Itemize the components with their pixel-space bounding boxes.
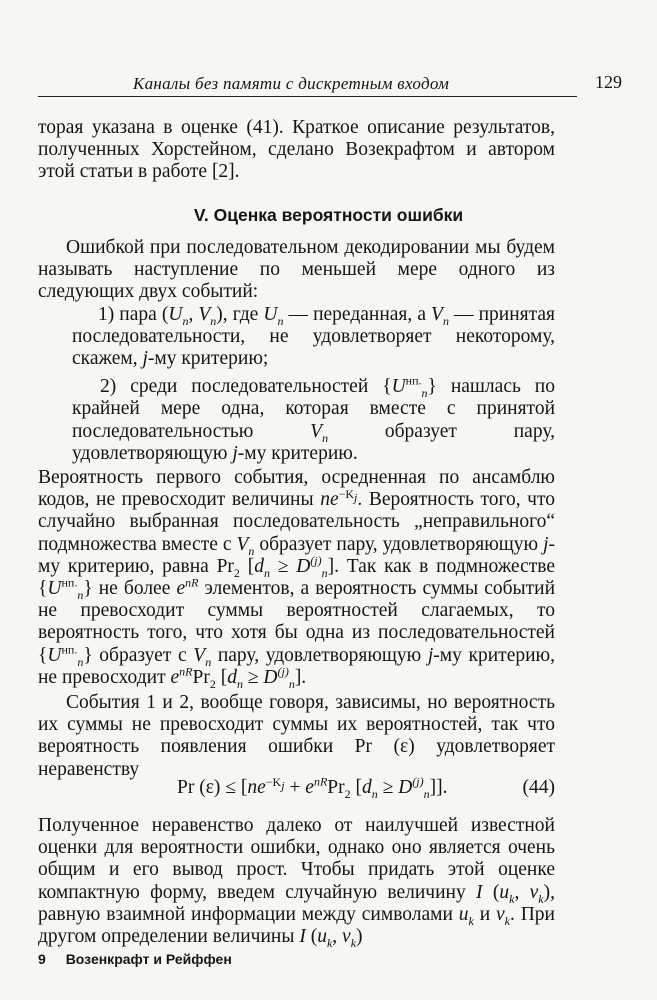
page-number: 129 xyxy=(595,72,622,92)
list-item-1: 1) пара ($U_n$, $V_n$), где $U_n$ — переданная, а $V_n$ — принятая последовательности, не удовлетворяет некоторому, скажем, j-му критерию; xyxy=(72,303,555,370)
probability-paragraph: Вероятность первого события, осредненная по ансамблю кодов, не превосходит величины $ne^{-K_j}$. Вероятность того, что случайно выбранная последовательность „неправильного“ подмножества вместе с $V_n$ образует пару, удовлетворяющую j-му критерию, равна $Pr_2$ $[d_n \ge D^{(j)}_n]$. Так как в подмножестве $\{U^{нп.}_n\}$ не более $e^{nR}$ элементов, а вероятность суммы событий не превосходит суммы вероятностей слагаемых, то вероятность того, что хотя бы одна из последовательностей $\{U^{нп.}_n\}$ образует с $V_n$ пару, удовлетворяющую j-му критерию, не превосходит $e^{nR}Pr_2$ $[d_n \ge D^{(j)}_n]$. xyxy=(38,467,556,691)
footer-authors: Возенкрафт и Рейффен xyxy=(65,951,232,967)
running-header xyxy=(38,66,622,97)
formula-expression: Pr $(\varepsilon) \le [ne^{-K_j} + e^{nR}Pr_2$ $[d_n \ge D^{(j)}_n]$]. xyxy=(177,774,448,801)
equation-number: (44) xyxy=(522,777,555,798)
signature-mark: 9 xyxy=(38,951,46,967)
final-text: Полученное неравенство далеко от наилучшей известной оценки для вероятности ошибки, однако оно является очень общим и его вывод прост. Чтобы придать этой оценке компактную форму, введем случайную величину I ($u_k$, $v_k$), равную взаимной информации между символами $u_k$ и $v_k$. При другом определении величины I ($u_k$, $v_k$) xyxy=(38,815,555,950)
section-heading: V. Оценка вероятности ошибки xyxy=(193,205,464,225)
final-paragraph xyxy=(38,815,555,948)
events-paragraph: События 1 и 2, вообще говоря, зависимы, но вероятность их суммы не превосходит суммы их вероятностей, так что вероятность появления ошибки Pr (ε) удовлетворяет неравенству xyxy=(38,692,555,780)
list-item-2: 2) среди последовательностей $\{U^{нп.}_n\}$ нашлась по крайней мере одна, которая вместе с принятой последовательностью $V_n$ образует пару, удовлетворяющую j-му критерию. xyxy=(72,373,555,464)
body-text xyxy=(38,237,555,781)
running-title: Каналы без памяти с дискретным входом xyxy=(133,74,450,93)
intro-text: торая указана в оценке (41). Краткое описание результатов, полученных Хорстейном, сделано Возекрафтом и автором этой статьи в работе [2]. xyxy=(38,117,555,183)
error-definition-paragraph: Ошибкой при последовательном декодировании мы будем называть наступление по меньшей мере одного из следующих двух событий: xyxy=(38,237,555,303)
page-footer xyxy=(38,951,232,967)
intro-paragraph xyxy=(38,117,555,184)
